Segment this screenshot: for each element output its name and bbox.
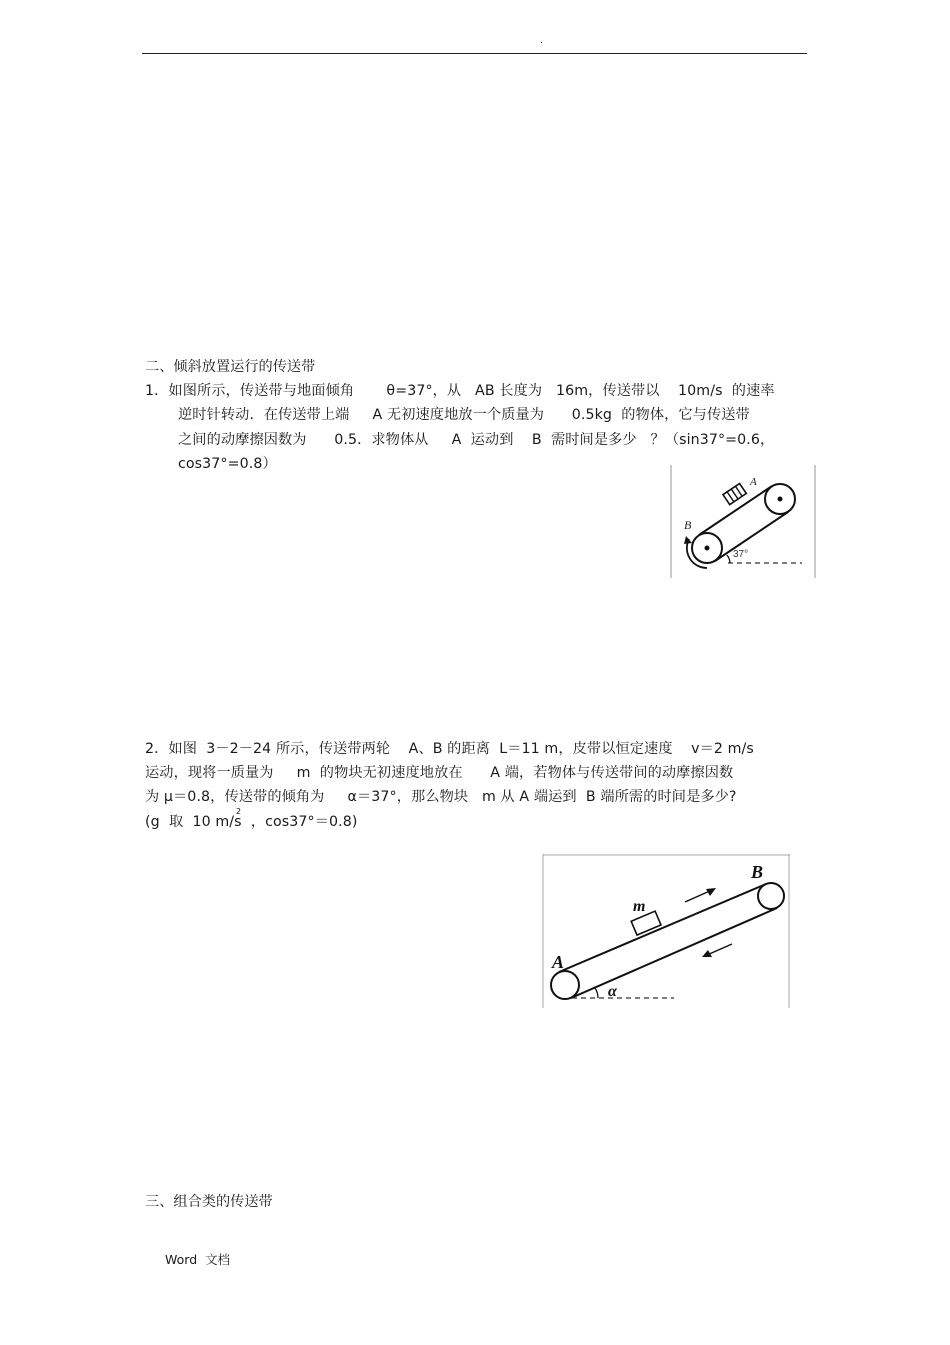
figure-2-label-a: A	[552, 952, 565, 972]
figure-1-conveyor-diagram	[670, 465, 818, 578]
figure-2-arrow-down	[707, 944, 732, 955]
problem-2-line-4: (g 取 10 m/s ，cos37°＝0.8)	[145, 814, 358, 830]
figure-1-pulley-a-axle	[778, 497, 783, 502]
figure-2-conveyor-diagram	[542, 854, 792, 1008]
figure-2-label-b: B	[751, 862, 764, 882]
figure-1-label-a: A	[750, 476, 757, 488]
figure-1-angle-arc	[727, 555, 730, 563]
figure-1-angle-label: 37°	[733, 549, 749, 560]
section-3-title: 三、组合类的传送带	[145, 1194, 273, 1210]
figure-1-belt-bottom	[715, 512, 788, 561]
header-mark: .	[540, 36, 543, 46]
header-rule	[142, 53, 807, 54]
figure-1-rotation-arrowhead	[684, 536, 692, 544]
problem-2-line-2: 运动，现将一质量为 m 的物块无初速度地放在 A 端，若物体与传送带间的动摩擦因数	[145, 765, 734, 781]
figure-1-pulley-b-axle	[705, 546, 710, 551]
problem-1-line-1: 1．如图所示，传送带与地面倾角 θ=37°，从 AB 长度为 16m，传送带以 10m/s 的速率	[145, 383, 775, 399]
figure-2-angle-arc	[595, 988, 598, 998]
problem-2-line-3: 为 μ＝0.8，传送带的倾角为 α＝37°，那么物块 m 从 A 端运到 B 端所需的时间是多少?	[145, 789, 737, 805]
problem-1-line-3: 之间的动摩擦因数为 0.5．求物体从 A 运动到 B 需时间是多少 ？（sin37°=0.6，	[178, 432, 775, 448]
problem-2-superscript: 2	[236, 807, 242, 816]
figure-2-pulley-b	[758, 883, 784, 909]
section-2-title: 二、倾斜放置运行的传送带	[145, 359, 316, 375]
figure-2-angle-label: α	[608, 983, 617, 1000]
figure-2-pulley-a	[551, 971, 579, 999]
problem-1-line-4: cos37°=0.8）	[178, 456, 277, 472]
footer-text: Word 文档	[165, 1252, 231, 1267]
figure-1-label-b: B	[684, 518, 692, 532]
figure-2-label-m: m	[633, 898, 646, 915]
figure-1-block	[723, 483, 746, 504]
problem-2-line-1: 2．如图 3－2－24 所示，传送带两轮 A、B 的距离 L＝11 m，皮带以恒定速度 v＝2 m/s	[145, 741, 754, 757]
problem-1-line-2: 逆时针转动．在传送带上端 A 无初速度地放一个质量为 0.5kg 的物体，它与传送带	[178, 407, 750, 423]
